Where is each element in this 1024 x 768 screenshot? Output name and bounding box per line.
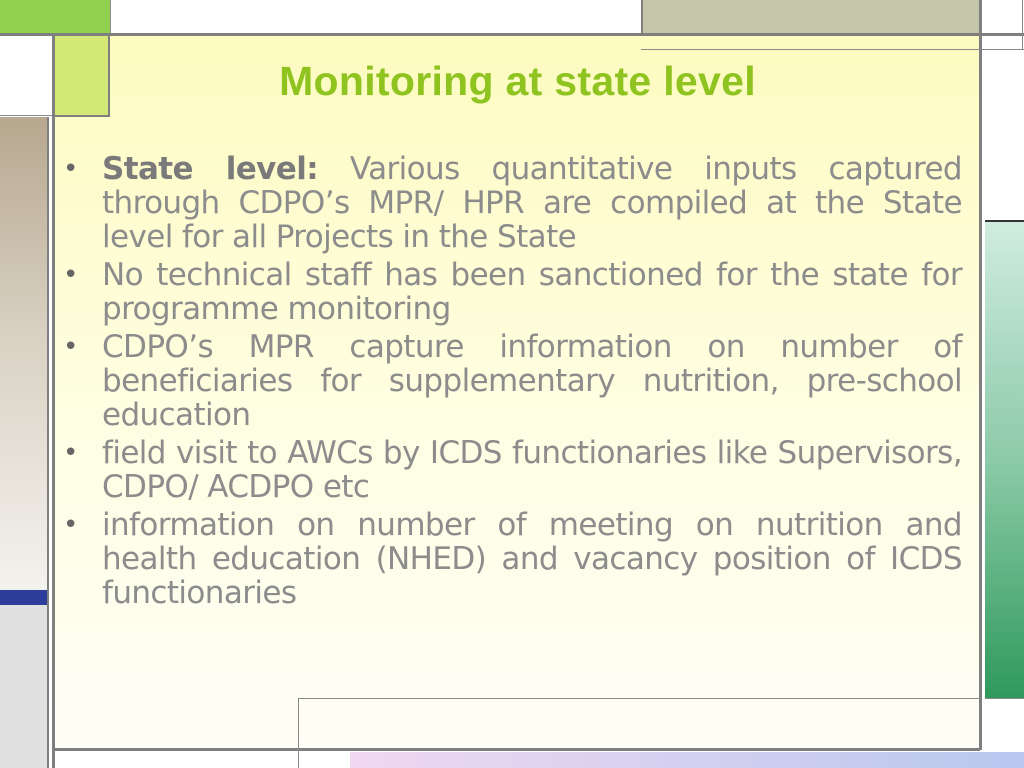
frame-line-left-inner bbox=[47, 117, 49, 768]
bullet-text: CDPO’s MPR capture information on number of beneficiaries for supplementary nutrition, pre-school education bbox=[102, 329, 962, 433]
bullet-item bbox=[60, 508, 962, 610]
frame-thin-green-edge bbox=[110, 0, 111, 33]
frame-thin-right-bottom bbox=[985, 698, 1024, 699]
frame-line-bottom bbox=[55, 748, 980, 751]
bullet-text: No technical staff has been sanctioned for the state for programme monitoring bbox=[102, 257, 962, 327]
frame-thin-bottom-box-left bbox=[298, 698, 299, 768]
bullet-item bbox=[60, 258, 962, 326]
bullet-text: information on number of meeting on nutrition and health education (NHED) and vacancy position of ICDS functionaries bbox=[102, 507, 962, 611]
frame-thin-top-right bbox=[641, 49, 1024, 50]
decor-blue-stripe bbox=[0, 590, 47, 605]
decor-bottom-lavender bbox=[350, 752, 1024, 768]
decor-left-stripe bbox=[0, 117, 47, 590]
frame-thin-right-edge bbox=[1022, 0, 1023, 49]
frame-line-right-green-top bbox=[985, 220, 1024, 222]
bullet-item bbox=[60, 330, 962, 432]
frame-thin-bottom-box-top bbox=[298, 698, 980, 699]
decor-green-bar bbox=[0, 0, 110, 33]
frame-line-right bbox=[979, 0, 982, 750]
bullet-list bbox=[60, 152, 962, 614]
bullet-text: field visit to AWCs by ICDS functionaries like Supervisors, CDPO/ ACDPO etc bbox=[102, 435, 962, 505]
bullet-item bbox=[60, 152, 962, 254]
frame-thin-left-top bbox=[0, 115, 52, 116]
bullet-lead: State level: bbox=[102, 151, 319, 187]
bullet-item bbox=[60, 436, 962, 504]
frame-line-top bbox=[0, 33, 1024, 36]
frame-line-left bbox=[52, 33, 55, 768]
slide-title: Monitoring at state level bbox=[279, 58, 756, 104]
bullet-text: Various quantitative inputs captured through CDPO’s MPR/ HPR are compiled at the State level for all Projects in the State bbox=[102, 151, 962, 255]
decor-right-green bbox=[985, 222, 1024, 698]
decor-tan-bar bbox=[641, 0, 980, 33]
decor-gray-block bbox=[0, 605, 47, 768]
